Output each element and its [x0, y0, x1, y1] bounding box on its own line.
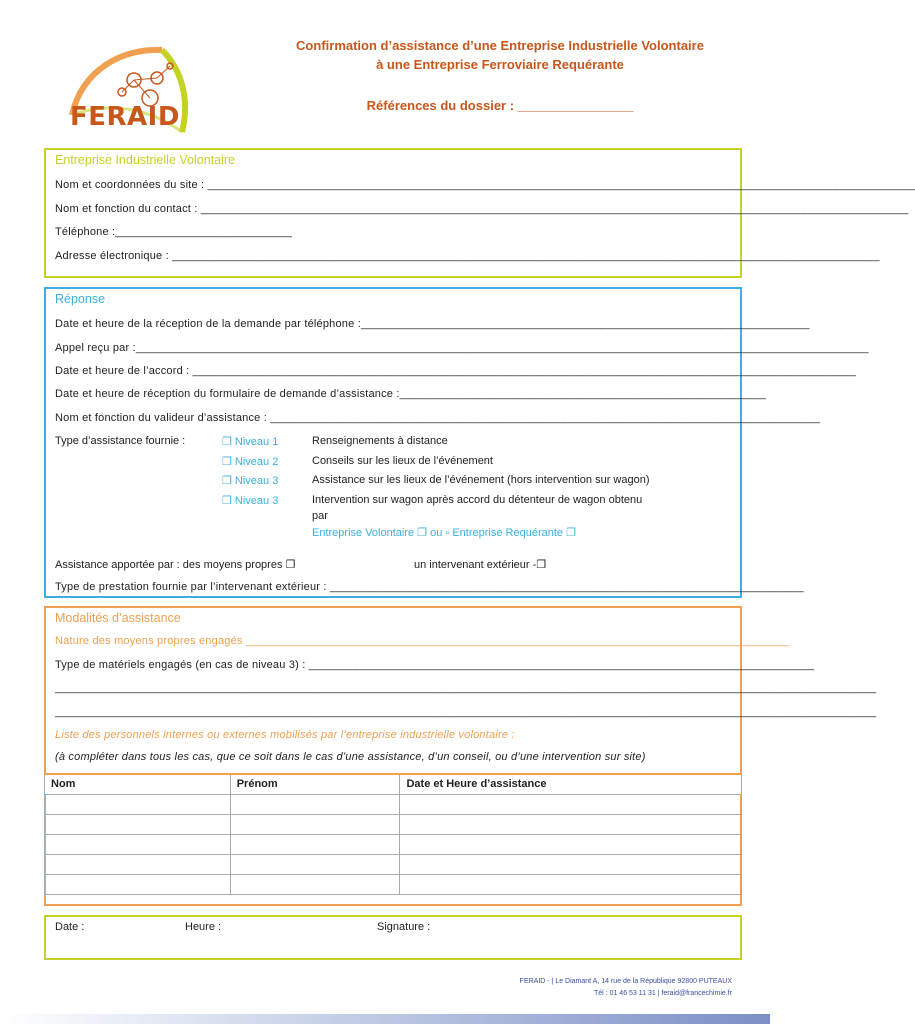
contact-field[interactable]: Nom et fonction du contact : ________________________________________________________________________________________________________________: [55, 203, 909, 215]
table-cell[interactable]: [230, 794, 400, 814]
footer-address: FERAID - | Le Diamant A, 14 rue de la République 92800 PUTEAUX: [519, 978, 732, 985]
section-terms-title: Modalités d’assistance: [55, 611, 181, 625]
form-reception-field[interactable]: Date et heure de réception du formulaire de demande d’assistance :__________________________________________________________: [55, 388, 767, 400]
personnel-table: [44, 773, 742, 895]
table-cell[interactable]: [45, 834, 231, 854]
section-signature: [44, 915, 742, 960]
table-cell[interactable]: [230, 834, 400, 854]
level-3-wagon-desc-cont: par: [312, 510, 328, 522]
validator-field[interactable]: Nom et fonction du valideur d’assistance : _______________________________________________________________________________________: [55, 412, 820, 424]
level-3-checkbox[interactable]: ❐ Niveau 3: [222, 475, 279, 487]
level-1-checkbox[interactable]: ❐ Niveau 1: [222, 436, 279, 448]
site-field[interactable]: Nom et coordonnées du site : ________________________________________________________________________________________________________________: [55, 179, 915, 191]
section-volunteer-title: Entreprise Industrielle Volontaire: [55, 153, 235, 167]
email-field[interactable]: Adresse électronique : ________________________________________________________________________________________________________________: [55, 250, 880, 262]
level-2-desc: Conseils sur les lieux de l’événement: [312, 455, 493, 467]
agreement-field[interactable]: Date et heure de l’accord : _________________________________________________________________________________________________________: [55, 365, 857, 377]
logo-text: FERAID: [70, 102, 180, 132]
table-row[interactable]: [45, 854, 742, 874]
table-cell[interactable]: [45, 874, 231, 894]
external-service-field[interactable]: Type de prestation fournie par l’intervenant extérieur : ___________________________________________________________________________: [55, 581, 804, 593]
header-nom: Nom: [45, 774, 231, 794]
section-response-title: Réponse: [55, 292, 106, 306]
table-cell[interactable]: [230, 854, 400, 874]
personnel-note: (à compléter dans tous les cas, que ce soit dans le cas d’une assistance, d’un conseil, ou d’une intervention sur site): [55, 751, 646, 763]
table-cell[interactable]: [45, 814, 231, 834]
level-3-desc: Assistance sur les lieux de l’événement (hors intervention sur wagon): [312, 474, 650, 486]
footer-contact: Tél : 01 46 53 11 31 | feraid@francechimie.fr: [594, 990, 732, 997]
header-prenom: Prénom: [230, 774, 400, 794]
level-1-desc: Renseignements à distance: [312, 435, 448, 447]
table-cell[interactable]: [45, 854, 231, 874]
table-row[interactable]: [45, 794, 742, 814]
level-3-wagon-checkbox[interactable]: ❐ Niveau 3: [222, 495, 279, 507]
bottom-gradient-bar: [0, 1014, 770, 1024]
table-cell[interactable]: [400, 794, 742, 814]
call-by-field[interactable]: Appel reçu par :____________________________________________________________________________________________________________________: [55, 342, 869, 354]
date-label[interactable]: Date :: [55, 921, 85, 933]
title-line-2: à une Entreprise Ferroviaire Requérante: [376, 57, 624, 72]
level-2-checkbox[interactable]: ❐ Niveau 2: [222, 456, 279, 468]
table-row[interactable]: [45, 814, 742, 834]
table-cell[interactable]: [400, 814, 742, 834]
table-cell[interactable]: [230, 874, 400, 894]
section-response: [44, 287, 869, 598]
table-cell[interactable]: [400, 874, 742, 894]
table-row[interactable]: [45, 834, 742, 854]
provided-by-external[interactable]: un intervenant extérieur -❐: [414, 559, 547, 571]
materials-line-b[interactable]: __________________________________________________________________________________________________________________________________: [55, 706, 877, 718]
title-line-1: Confirmation d’assistance d’une Entreprise Industrielle Volontaire: [296, 38, 704, 53]
table-cell[interactable]: [45, 794, 231, 814]
personnel-heading: Liste des personnels internes ou externes mobilisés par l’entreprise industrielle volontaire :: [55, 729, 515, 741]
wagon-company-options[interactable]: Entreprise Volontaire ❐ ou ▫ Entreprise Requérante ❐: [312, 527, 576, 539]
time-label[interactable]: Heure :: [185, 921, 222, 933]
reception-field[interactable]: Date et heure de la réception de la demande par téléphone :_______________________________________________________________________: [55, 318, 810, 330]
feraid-logo: [62, 40, 212, 135]
table-cell[interactable]: [400, 854, 742, 874]
assistance-type-label: Type d’assistance fournie :: [55, 435, 186, 447]
page-footer: [520, 976, 732, 1000]
materials-field[interactable]: Type de matériels engagés (en cas de niveau 3) : ________________________________________________________________________________: [55, 659, 815, 671]
materials-line-a[interactable]: __________________________________________________________________________________________________________________________________: [55, 682, 877, 694]
table-header-row: [45, 774, 742, 794]
provided-by-own-means[interactable]: Assistance apportée par : des moyens propres ❐: [55, 559, 296, 571]
section-volunteer-company: [44, 148, 915, 278]
phone-field[interactable]: Téléphone :____________________________: [55, 226, 293, 238]
table-row[interactable]: [45, 874, 742, 894]
table-cell[interactable]: [400, 834, 742, 854]
dossier-reference: Références du dossier : ________________: [366, 98, 634, 113]
nature-field[interactable]: Nature des moyens propres engagés ______________________________________________________________________________________: [55, 635, 790, 647]
header-date-heure: Date et Heure d’assistance: [400, 774, 742, 794]
document-title: [230, 36, 770, 74]
signature-label[interactable]: Signature :: [377, 921, 431, 933]
table-cell[interactable]: [230, 814, 400, 834]
level-3-wagon-desc: Intervention sur wagon après accord du détenteur de wagon obtenu: [312, 494, 643, 506]
